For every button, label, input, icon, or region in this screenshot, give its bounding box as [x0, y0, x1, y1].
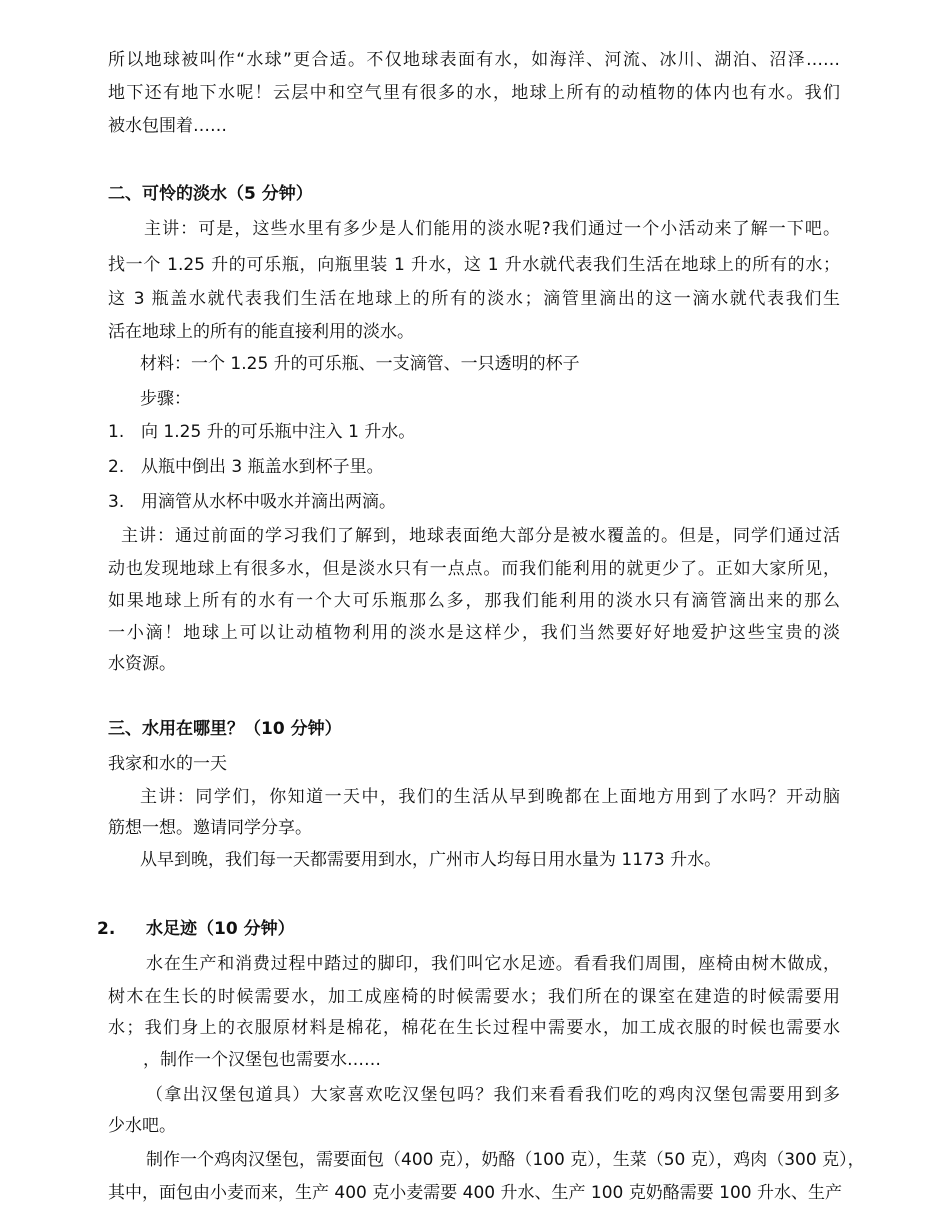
footprint-p2-line-2: 少水吧。 [108, 1116, 176, 1136]
section-2-p1-line-2: 找一个 1.25 升的可乐瓶，向瓶里装 1 升水，这 1 升水就代表我们生活在地球上的所有的水； [108, 255, 840, 275]
step-3-number: 3. [108, 492, 125, 512]
section-2-p2-line-2: 动也发现地球上有很多水，但是淡水只有一点点。而我们能利用的就更少了。正如大家所见， [108, 559, 840, 579]
section-3-p1-line-1: 主讲：同学们，你知道一天中，我们的生活从早到晚都在上面地方用到了水吗？开动脑 [140, 787, 840, 807]
step-1-number: 1. [108, 422, 125, 442]
steps-label: 步骤： [140, 389, 191, 409]
section-3-subheading: 我家和水的一天 [108, 754, 227, 774]
footprint-p1-line-1: 水在生产和消费过程中踏过的脚印，我们叫它水足迹。看看我们周围，座椅由树木做成， [146, 954, 840, 974]
step-3-text: 用滴管从水杯中吸水并滴出两滴。 [141, 492, 396, 512]
intro-line-1: 所以地球被叫作“水球”更合适。不仅地球表面有水，如海洋、河流、冰川、湖泊、沼泽…… [108, 50, 840, 70]
step-2-text: 从瓶中倒出 3 瓶盖水到杯子里。 [141, 457, 384, 477]
section-2-p1-line-4: 活在地球上的所有的能直接利用的淡水。 [108, 322, 414, 342]
intro-line-2: 地下还有地下水呢！云层中和空气里有很多的水，地球上所有的动植物的体内也有水。我们 [108, 83, 840, 103]
footprint-p3-line-1: 制作一个鸡肉汉堡包，需要面包（400 克），奶酪（100 克），生菜（50 克），鸡肉（300 克）， [146, 1150, 865, 1170]
section-2-p2-line-4: 一小滴！地球上可以让动植物利用的淡水是这样少，我们当然要好好地爱护这些宝贵的淡 [108, 623, 840, 643]
intro-line-3: 被水包围着…… [108, 116, 227, 136]
section-2-p2-line-5: 水资源。 [108, 654, 176, 674]
footprint-number: 2. [97, 919, 116, 939]
footprint-heading: 水足迹（10 分钟） [146, 919, 295, 939]
materials-line: 材料：一个 1.25 升的可乐瓶、一支滴管、一只透明的杯子 [140, 354, 580, 374]
section-2-heading: 二、可怜的淡水（5 分钟） [108, 184, 313, 204]
step-2-number: 2. [108, 457, 125, 477]
footprint-p1-line-4: ，制作一个汉堡包也需要水…… [143, 1050, 381, 1070]
footprint-p2-line-1: （拿出汉堡包道具）大家喜欢吃汉堡包吗？我们来看看我们吃的鸡肉汉堡包需要用到多 [146, 1085, 840, 1105]
footprint-p3-line-2: 其中，面包由小麦而来，生产 400 克小麦需要 400 升水、生产 100 克奶酪需要 100 升水、生产 [108, 1183, 843, 1203]
section-2-p2-line-3: 如果地球上所有的水有一个大可乐瓶那么多，那我们能利用的淡水只有滴管滴出来的那么 [108, 591, 840, 611]
section-2-p1-line-3: 这 3 瓶盖水就代表我们生活在地球上的所有的淡水；滴管里滴出的这一滴水就代表我们生 [108, 289, 840, 309]
step-1-text: 向 1.25 升的可乐瓶中注入 1 升水。 [141, 422, 416, 442]
section-3-p1-line-2: 筋想一想。邀请同学分享。 [108, 818, 312, 838]
section-3-p2-line-1: 从早到晚，我们每一天都需要用到水，广州市人均每日用水量为 1173 升水。 [140, 850, 722, 870]
footprint-p1-line-3: 水；我们身上的衣服原材料是棉花，棉花在生长过程中需要水，加工成衣服的时候也需要水 [108, 1018, 840, 1038]
section-2-p1-line-1: 主讲：可是，这些水里有多少是人们能用的淡水呢?我们通过一个小活动来了解一下吧。 [144, 219, 840, 239]
section-3-heading: 三、水用在哪里？（10 分钟） [108, 719, 342, 739]
section-2-p2-line-1: 主讲：通过前面的学习我们了解到，地球表面绝大部分是被水覆盖的。但是，同学们通过活 [121, 526, 840, 546]
footprint-p1-line-2: 树木在生长的时候需要水，加工成座椅的时候需要水；我们所在的课室在建造的时候需要用 [108, 987, 840, 1007]
